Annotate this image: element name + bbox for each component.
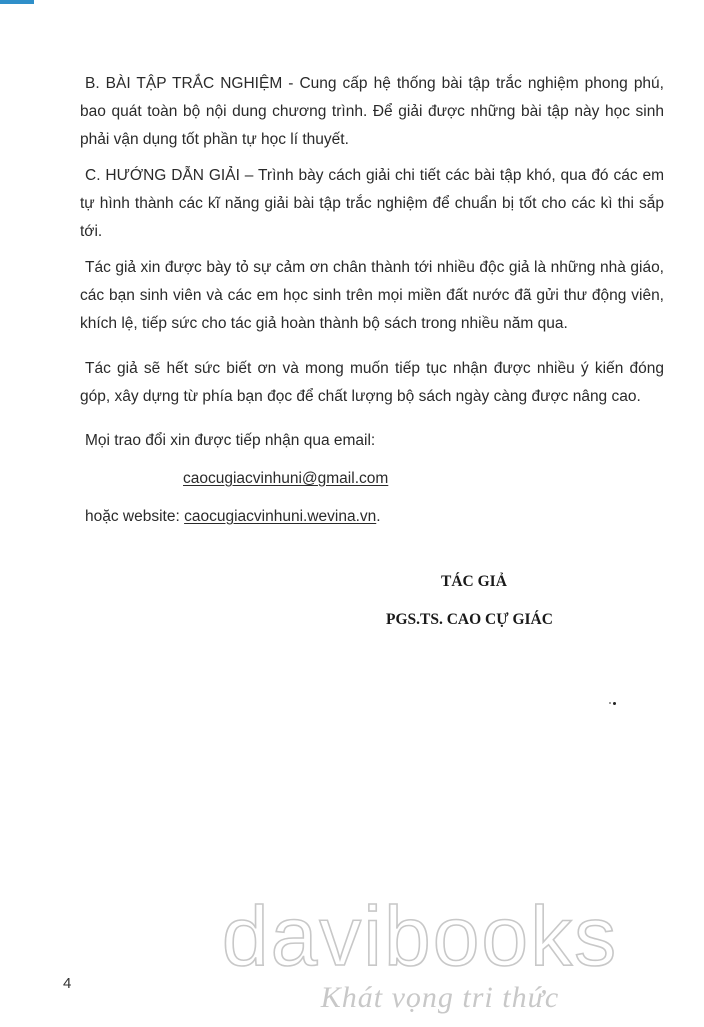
davibooks-watermark [150, 885, 690, 1015]
paragraph-b-lead: B. BÀI TẬP TRẮC NGHIỆM [85, 75, 283, 92]
watermark-tagline: Khát vọng tri thức [320, 981, 560, 1014]
watermark-brand: davibooks [221, 889, 619, 983]
paragraph-thanks [80, 254, 664, 338]
paragraph-hope-text: Tác giả sẽ hết sức biết ơn và mong muốn tiếp tục nhận được nhiều ý kiến đóng góp, xây dựng từ phía bạn đọc để chất lượng bộ sách ngày càng được nâng cao. [80, 360, 664, 405]
paragraph-c-body: – Trình bày cách giải chi tiết các bài tập khó, qua đó các em tự hình thành các kĩ năng giải bài tập trắc nghiệm để chuẩn bị tốt cho các kì thi sắp tới. [80, 167, 664, 240]
email-line [183, 465, 388, 493]
paragraph-multiple-choice [80, 70, 664, 154]
signature-role: TÁC GIẢ [441, 573, 507, 590]
paragraph-b-body: - Cung cấp hệ thống bài tập trắc nghiệm phong phú, bao quát toàn bộ nội dung chương trình. Để giải được những bài tập này học sinh phải vận dụng tốt phần tự học lí thuyết. [80, 75, 664, 148]
corner-accent-mark [0, 0, 34, 4]
paragraph-hope [80, 355, 664, 411]
paragraph-solution-guide [80, 162, 664, 246]
website-suffix: . [376, 508, 381, 525]
website-prefix: hoặc website: [85, 508, 185, 525]
email-link[interactable]: caocugiacvinhuni@gmail.com [183, 470, 389, 487]
ink-speck-mark [608, 700, 617, 706]
paragraph-thanks-text: Tác giả xin được bày tỏ sự cảm ơn chân thành tới nhiều độc giả là những nhà giáo, các bạn sinh viên và các em học sinh trên mọi miền đất nước đã gửi thư động viên, khích lệ, tiếp sức cho tác giả hoàn thành bộ sách trong nhiều năm qua. [80, 259, 664, 332]
signature-name: PGS.TS. CAO CỰ GIÁC [386, 611, 553, 628]
page-number: 4 [63, 975, 72, 992]
website-link[interactable]: caocugiacvinhuni.wevina.vn [184, 508, 377, 525]
paragraph-c-lead: C. HƯỚNG DẪN GIẢI [85, 167, 240, 184]
contact-intro: Mọi trao đổi xin được tiếp nhận qua email: [85, 432, 376, 449]
website-line [85, 503, 381, 531]
